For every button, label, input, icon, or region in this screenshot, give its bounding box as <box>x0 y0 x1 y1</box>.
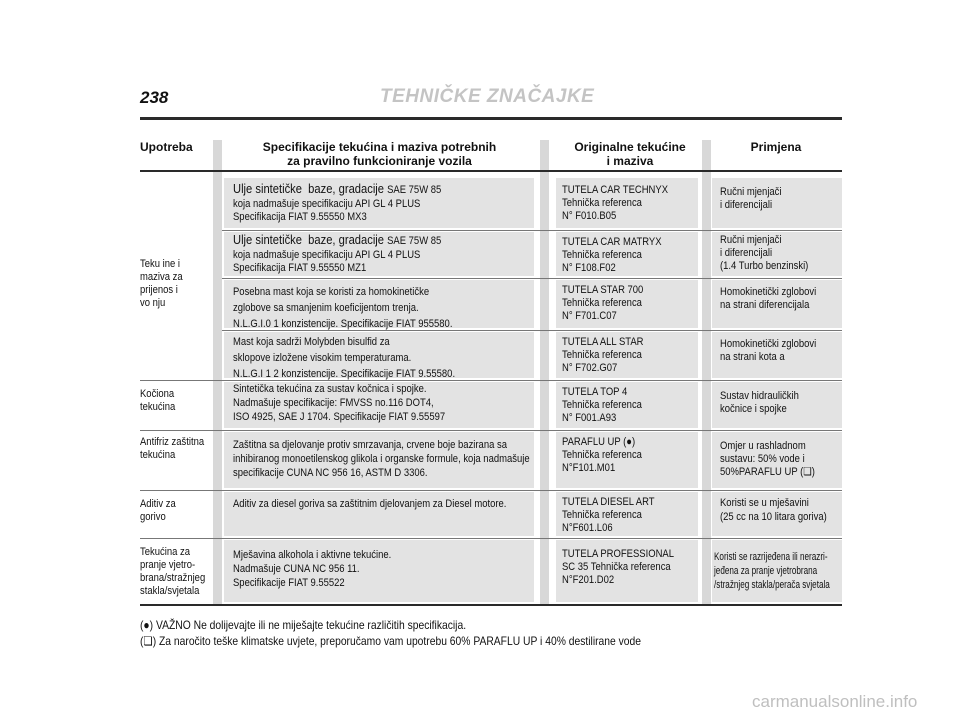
original-text: TUTELA CAR TECHNYX Tehnička referenca N° F010.B05 <box>562 184 669 222</box>
original-text: TUTELA PROFESSIONAL SC 35 Tehnička referenca N°F201.D02 <box>562 548 674 586</box>
application-text: Ručni mjenjači i diferencijali (1.4 Turbo benzinski) <box>720 234 809 272</box>
row-separator <box>140 538 842 539</box>
page-number: 238 <box>140 88 169 107</box>
spec-text: Mješavina alkohola i aktivne tekućine. Nadmašuje CUNA NC 956 11. Specifikacije FIAT 9.55522 <box>233 549 392 589</box>
column-divider <box>702 140 711 604</box>
row-separator <box>140 380 842 381</box>
spec-text: Zaštitna sa djelovanje protiv smrzavanja, crvene boje bazirana sa inhibiranog monoetilenskog glikola i organske formule, koja nadmašuje specifikacije CUNA NC 956 16, ASTM D 3306. <box>233 439 530 479</box>
original-text: TUTELA DIESEL ART Tehnička referenca N°F601.L06 <box>562 496 655 534</box>
usage-cell: Teku ine i maziva za prijenos i vo nju <box>140 258 183 309</box>
column-divider <box>213 140 222 604</box>
usage-cell: Kočiona tekućina <box>140 388 176 413</box>
row-separator <box>140 430 842 431</box>
spec-text: koja nadmašuje specifikaciju API GL 4 PLUS Specifikacija FIAT 9.55550 MX3 <box>233 198 421 223</box>
spec-text: Ulje sintetičke baze, gradacije SAE 75W 85 <box>233 232 442 247</box>
usage-cell: Tekućina za pranje vjetro- brana/stražnjeg stakla/svjetala <box>140 546 206 597</box>
row-separator <box>222 230 842 231</box>
row-separator <box>222 330 842 331</box>
header-application: Primjena <box>750 140 802 154</box>
header-rule <box>140 170 842 172</box>
header-usage: Upotreba <box>140 140 193 154</box>
application-text: Sustav hidrauličkih kočnice i spojke <box>720 390 799 415</box>
header-original: Originalne tekućine i maziva <box>574 140 686 168</box>
spec-text: Sintetička tekućina za sustav kočnica i spojke. Nadmašuje specifikacije: FMVSS no.116 DOT4, ISO 4925, SAE J 1704. Specifikacije FIAT 9.55597 <box>233 383 446 423</box>
original-text: TUTELA ALL STAR Tehnička referenca N° F702.G07 <box>562 336 644 374</box>
spec-text: Posebna mast koja se koristi za homokinetičke zglobove sa smanjenim koeficijentom trenja. N.L.G.I.0 1 konzistencije. Specifikacije FIAT 955580. <box>233 286 453 330</box>
note-climate: (❏) Za naročito teške klimatske uvjete, preporučamo vam upotrebu 60% PARAFLU UP i 40% destilirane vode <box>140 634 642 648</box>
header-spec: Specifikacije tekućina i maziva potrebnih za pravilno funkcioniranje vozila <box>262 140 497 168</box>
spec-text: Ulje sintetičke baze, gradacije SAE 75W 85 <box>233 181 442 196</box>
original-text: TUTELA CAR MATRYX Tehnička referenca N° F108.F02 <box>562 236 662 274</box>
application-text: Omjer u rashladnom sustavu: 50% vode i 50%PARAFLU UP (❏) <box>720 440 815 478</box>
application-text: Koristi se razrijeđena ili nerazri- jeđena za pranje vjetrobrana /stražnjeg stakla/perača svjetala <box>714 551 830 591</box>
original-text: PARAFLU UP (●) Tehnička referenca N°F101.M01 <box>562 436 642 474</box>
row-separator <box>140 490 842 491</box>
watermark: carmanualsonline.info <box>752 692 918 711</box>
spec-text: Aditiv za diesel goriva sa zaštitnim djelovanjem za Diesel motore. <box>233 498 507 510</box>
column-divider <box>540 140 549 604</box>
spec-text: koja nadmašuje specifikaciju API GL 4 PLUS Specifikacija FIAT 9.55550 MZ1 <box>233 249 421 274</box>
top-rule <box>140 117 842 120</box>
bottom-rule <box>140 604 842 606</box>
application-text: Homokinetički zglobovi na strani diferencijala <box>720 286 817 311</box>
usage-cell: Aditiv za gorivo <box>140 498 176 523</box>
application-text: Ručni mjenjači i diferencijali <box>720 186 782 211</box>
row-separator <box>222 278 842 279</box>
original-text: TUTELA TOP 4 Tehnička referenca N° F001.A93 <box>562 386 642 424</box>
application-text: Homokinetički zglobovi na strani kota a <box>720 338 817 363</box>
application-text: Koristi se u mješavini (25 cc na 10 litara goriva) <box>720 497 827 523</box>
note-important: (●) VAŽNO Ne dolijevajte ili ne miješajte tekućine različitih specifikacija. <box>140 618 467 632</box>
page-title: TEHNIČKE ZNAČAJKE <box>380 86 595 107</box>
spec-text: Mast koja sadrži Molybden bisulfid za sklopove izložene visokim temperaturama. N.L.G.I 1 2 konzistencije. Specifikacije FIAT 9.55580. <box>233 336 456 380</box>
original-text: TUTELA STAR 700 Tehnička referenca N° F701.C07 <box>562 284 644 322</box>
usage-cell: Antifriz zaštitna tekućina <box>140 436 205 461</box>
